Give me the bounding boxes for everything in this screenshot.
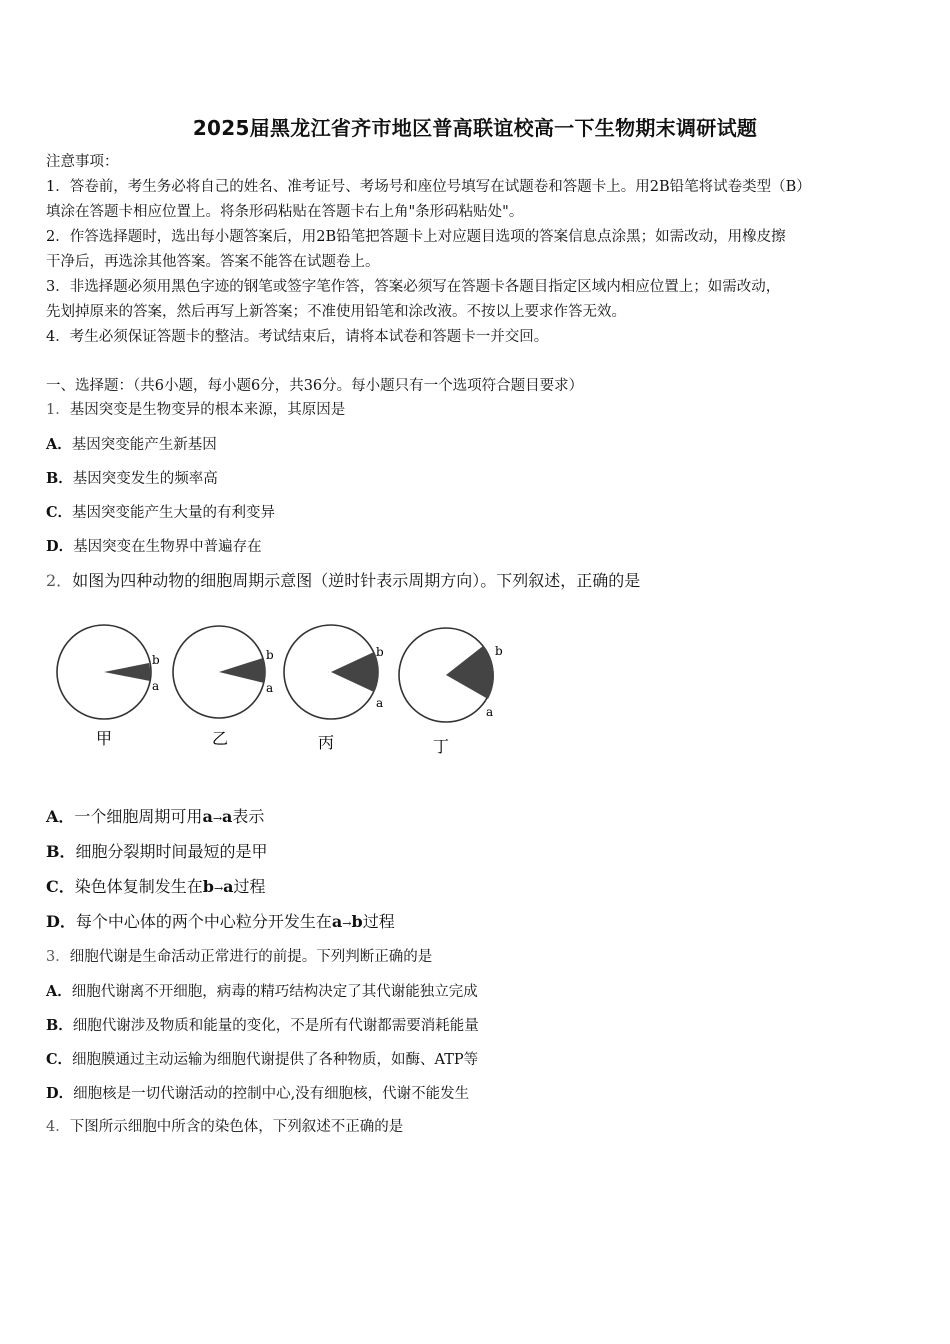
cell-cycle-diagram-ding	[399, 628, 503, 756]
question-number: 1．	[46, 402, 70, 418]
question-text: 细胞代谢是生命活动正常进行的前提。下列判断正确的是	[69, 949, 433, 965]
point-a-label: a	[266, 681, 274, 695]
notice-line: 4．考生必须保证答题卡的整洁。考试结束后，请将本试卷和答题卡一并交回。	[46, 329, 549, 345]
point-b-label: b	[266, 648, 274, 662]
cell-cycle-diagram-jia	[57, 625, 160, 748]
q3-option-c	[46, 1047, 906, 1073]
point-b-label: b	[376, 645, 384, 659]
question-text: 如图为四种动物的细胞周期示意图（逆时针表示周期方向）。下列叙述，正确的是	[72, 571, 641, 590]
arrow-icon: →	[213, 882, 224, 895]
point-b-label: b	[152, 653, 160, 667]
option-letter: C．	[46, 1051, 73, 1068]
point-a-label: a	[376, 696, 384, 710]
q3-option-a	[46, 979, 906, 1005]
q3-option-d	[46, 1081, 906, 1107]
cell-cycle-diagram-yi	[173, 626, 274, 748]
q2-option-a	[46, 804, 906, 831]
notice-line: 1．答卷前，考生务必将自己的姓名、准考证号、考场号和座位号填写在试题卷和答题卡上。用2B铅笔将试卷类型（B）	[46, 179, 811, 195]
option-text: 一个细胞周期可用	[74, 807, 203, 826]
point-a-label: a	[486, 705, 494, 719]
arrow-icon: →	[212, 812, 223, 825]
cell-cycle-diagram-bing	[284, 625, 384, 752]
expr-to: a	[222, 807, 233, 826]
cell-cycle-figure	[56, 612, 516, 762]
option-letter: D．	[46, 1085, 74, 1102]
option-text: 细胞代谢离不开细胞，病毒的精巧结构决定了其代谢能独立完成	[71, 984, 478, 1000]
notice-line: 3．非选择题必须用黑色字迹的钢笔或签字笔作答，答案必须写在答题卡各题目指定区域内相应位置上；如需改动，	[46, 279, 781, 295]
diagram-label: 乙	[212, 729, 229, 748]
question-text: 基因突变是生物变异的根本来源，其原因是	[69, 402, 346, 418]
q1-option-a	[46, 432, 906, 458]
option-text: 基因突变能产生新基因	[71, 437, 217, 453]
q3-option-b	[46, 1013, 906, 1039]
option-letter: A．	[46, 983, 72, 1000]
expr-from: a	[202, 807, 213, 826]
question-number: 3．	[46, 949, 70, 965]
question-text: 下图所示细胞中所含的染色体，下列叙述不正确的是	[69, 1119, 404, 1135]
cycle-sector	[219, 658, 265, 683]
option-letter: A．	[46, 807, 75, 826]
expr-from: a	[331, 912, 343, 931]
expr-to: b	[351, 912, 363, 931]
option-text: 过程	[362, 912, 395, 931]
q1-option-b	[46, 466, 906, 492]
option-letter: C．	[46, 877, 75, 896]
option-text: 细胞核是一切代谢活动的控制中心,没有细胞核，代谢不能发生	[73, 1086, 470, 1102]
notice-block	[46, 150, 906, 350]
option-text: 基因突变发生的频率高	[72, 471, 218, 487]
option-text: 染色体复制发生在	[74, 877, 203, 896]
option-letter: C．	[46, 504, 73, 521]
question-2-stem	[46, 568, 906, 593]
q1-option-d	[46, 534, 906, 560]
option-letter: D．	[46, 538, 74, 555]
notice-line: 干净后，再选涂其他答案。答案不能答在试题卷上。	[46, 254, 380, 270]
expr-from: b	[202, 877, 214, 896]
question-3-stem	[46, 945, 906, 970]
expr-to: a	[223, 877, 234, 896]
option-letter: D．	[46, 912, 76, 931]
q2-option-c	[46, 874, 906, 901]
option-text: 过程	[233, 877, 266, 896]
option-text: 基因突变在生物界中普遍存在	[73, 539, 262, 555]
question-1-stem	[46, 398, 906, 423]
arrow-icon: →	[342, 917, 352, 930]
option-text: 细胞代谢涉及物质和能量的变化，不是所有代谢都需要消耗能量	[72, 1018, 479, 1034]
cycle-sector	[331, 652, 378, 692]
point-b-label: b	[495, 644, 503, 658]
option-text: 基因突变能产生大量的有利变异	[72, 505, 276, 521]
option-letter: A．	[46, 436, 72, 453]
option-letter: B．	[46, 842, 76, 861]
q2-option-d	[46, 909, 906, 936]
q1-option-c	[46, 500, 906, 526]
option-text: 细胞分裂期时间最短的是甲	[75, 842, 268, 861]
notice-line: 先划掉原来的答案，然后再写上新答案；不准使用铅笔和涂改液。不按以上要求作答无效。	[46, 304, 626, 320]
option-text: 表示	[232, 807, 265, 826]
q2-option-b	[46, 839, 906, 864]
notice-line: 2．作答选择题时，选出每小题答案后，用2B铅笔把答题卡上对应题目选项的答案信息点涂黑；如需改动，用橡皮擦	[46, 229, 786, 245]
question-number: 4．	[46, 1119, 70, 1135]
cycle-sector	[446, 646, 494, 699]
notice-heading: 注意事项：	[46, 154, 119, 170]
option-letter: B．	[46, 470, 73, 487]
diagram-label: 丙	[318, 733, 335, 752]
question-number: 2．	[46, 571, 73, 590]
question-4-stem	[46, 1115, 906, 1140]
option-text: 每个中心体的两个中心粒分开发生在	[75, 912, 332, 931]
notice-line: 填涂在答题卡相应位置上。将条形码粘贴在答题卡右上角"条形码粘贴处"。	[46, 204, 524, 220]
page-title: 2025届黑龙江省齐市地区普高联谊校高一下生物期末调研试题	[192, 116, 758, 140]
section-heading: 一、选择题：（共6小题，每小题6分，共36分。每小题只有一个选项符合题目要求）	[46, 378, 584, 394]
cycle-sector	[104, 663, 150, 681]
diagram-label: 丁	[433, 737, 450, 756]
diagram-label: 甲	[96, 729, 113, 748]
option-letter: B．	[46, 1017, 73, 1034]
option-text: 细胞膜通过主动运输为细胞代谢提供了各种物质，如酶、ATP等	[72, 1052, 479, 1068]
point-a-label: a	[152, 679, 160, 693]
